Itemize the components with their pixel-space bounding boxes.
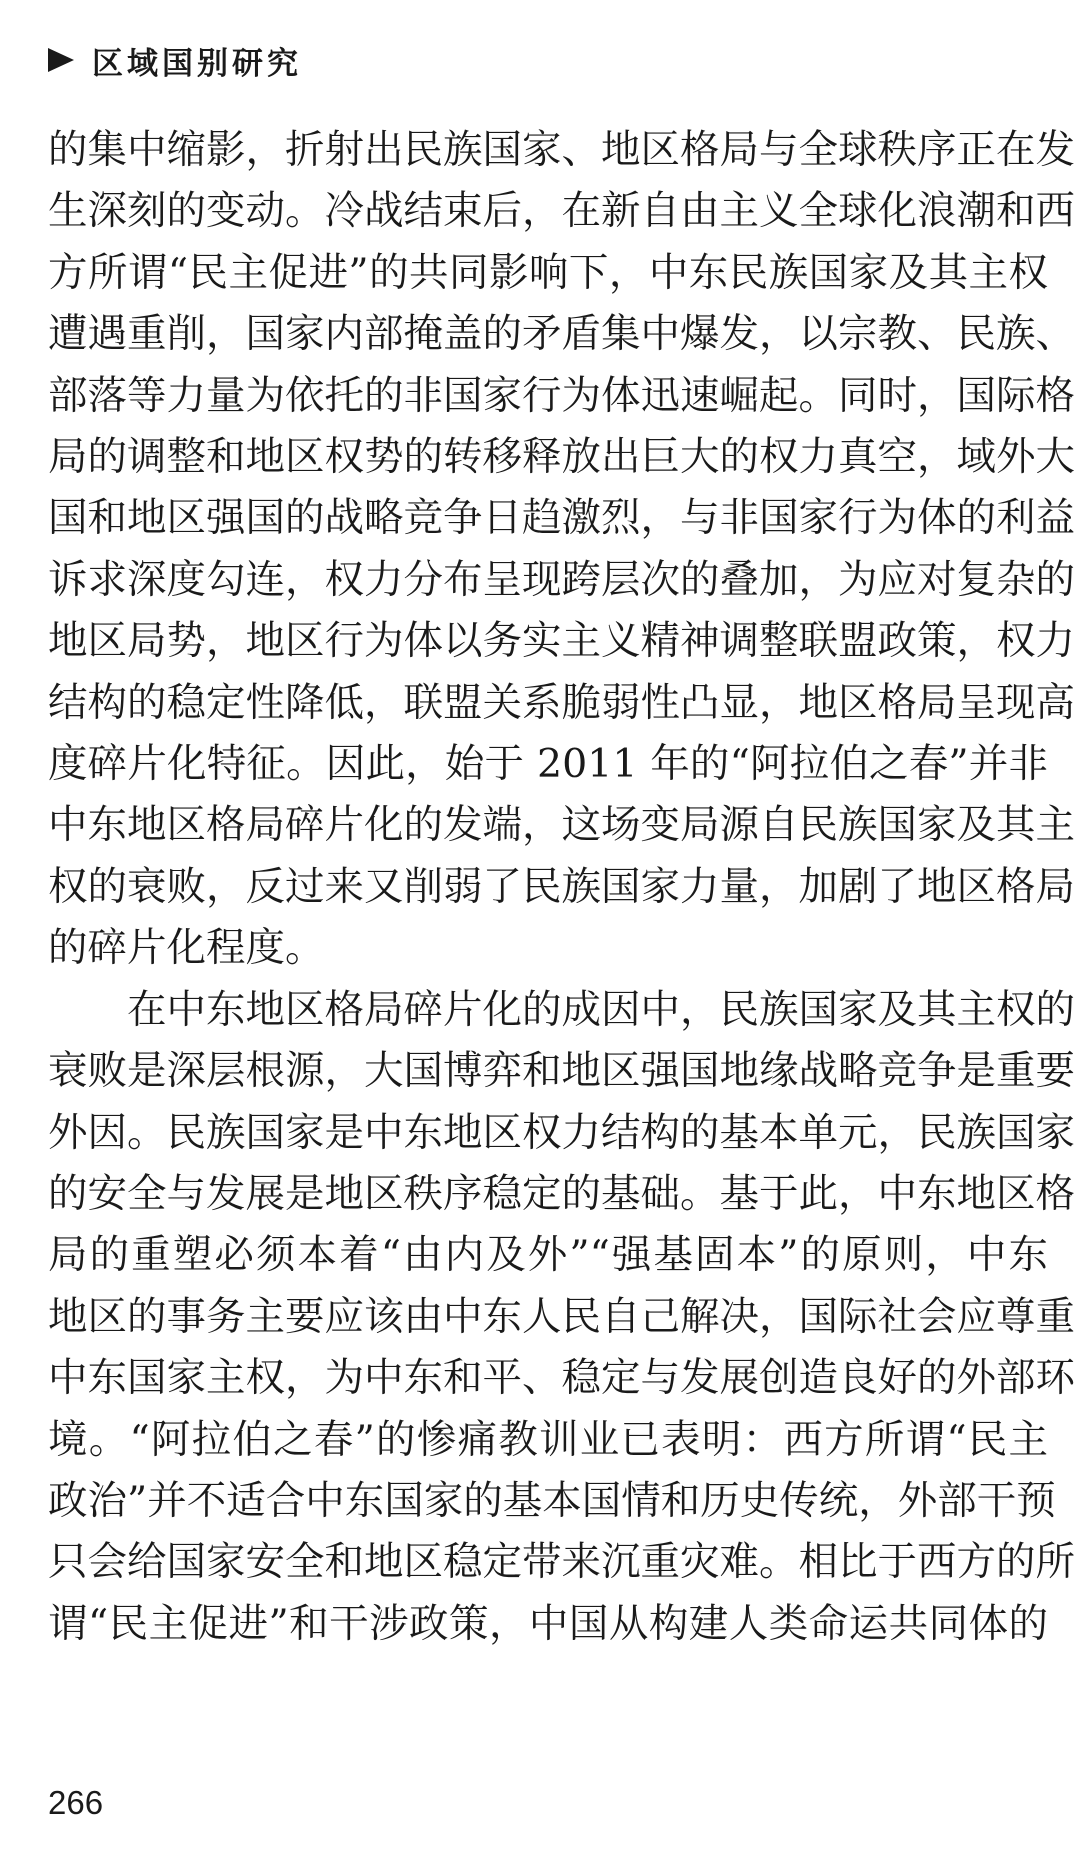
text-line: 度碎片化特征。因此，始于 2011 年的“阿拉伯之春”并非 xyxy=(48,741,1048,788)
text-line: 政治”并不适合中东国家的基本国情和历史传统，外部干预 xyxy=(48,1477,1056,1524)
text-line: 生深刻的变动。冷战结束后，在新自由主义全球化浪潮和西 xyxy=(48,188,1075,235)
text-line: 结构的稳定性降低，联盟关系脆弱性凸显，地区格局呈现高 xyxy=(48,679,1075,726)
text-line: 谓“民主促进”和干涉政策，中国从构建人类命运共同体的 xyxy=(48,1600,1048,1647)
text-line: 遭遇重削，国家内部掩盖的矛盾集中爆发，以宗教、民族、 xyxy=(48,311,1075,358)
text-line: 外因。民族国家是中东地区权力结构的基本单元，民族国家 xyxy=(48,1109,1075,1156)
text-line: 的安全与发展是地区秩序稳定的基础。基于此，中东地区格 xyxy=(48,1170,1075,1217)
text-line: 方所谓“民主促进”的共同影响下，中东民族国家及其主权 xyxy=(48,249,1048,296)
text-line: 境。“阿拉伯之春”的惨痛教训业已表明：西方所谓“民主 xyxy=(48,1416,1048,1463)
text-line: 的集中缩影，折射出民族国家、地区格局与全球秩序正在发 xyxy=(48,127,1075,173)
body-text xyxy=(48,120,1075,1655)
text-line: 的碎片化程度。 xyxy=(48,925,325,972)
text-line: 诉求深度勾连，权力分布呈现跨层次的叠加，为应对复杂的 xyxy=(48,556,1075,603)
text-line: 衰败是深层根源，大国博弈和地区强国地缘战略竞争是重要 xyxy=(48,1048,1075,1095)
triangle-marker-icon xyxy=(48,48,74,72)
paragraph-2 xyxy=(48,980,1075,1655)
text-line: 地区的事务主要应该由中东人民自己解决，国际社会应尊重 xyxy=(48,1293,1075,1340)
text-line: 地区局势，地区行为体以务实主义精神调整联盟政策，权力 xyxy=(48,618,1075,665)
text-line: 只会给国家安全和地区稳定带来沉重灾难。相比于西方的所 xyxy=(48,1539,1075,1586)
text-line: 局的调整和地区权势的转移释放出巨大的权力真空，域外大 xyxy=(48,434,1075,481)
text-line: 在中东地区格局碎片化的成因中，民族国家及其主权的 xyxy=(127,986,1075,1033)
paragraph-1 xyxy=(48,120,1075,980)
section-title: 区域国别研究 xyxy=(92,45,302,82)
text-line: 权的衰败，反过来又削弱了民族国家力量，加剧了地区格局 xyxy=(48,863,1075,910)
page-number: 266 xyxy=(48,1784,104,1821)
text-line: 中东地区格局碎片化的发端，这场变局源自民族国家及其主 xyxy=(48,802,1075,849)
text-line: 局的重塑必须本着“由内及外”“强基固本”的原则，中东 xyxy=(48,1232,1048,1279)
text-line: 部落等力量为依托的非国家行为体迅速崛起。同时，国际格 xyxy=(48,372,1075,419)
running-header xyxy=(48,30,302,90)
text-line: 中东国家主权，为中东和平、稳定与发展创造良好的外部环 xyxy=(48,1355,1075,1402)
text-line: 国和地区强国的战略竞争日趋激烈，与非国家行为体的利益 xyxy=(48,495,1075,542)
